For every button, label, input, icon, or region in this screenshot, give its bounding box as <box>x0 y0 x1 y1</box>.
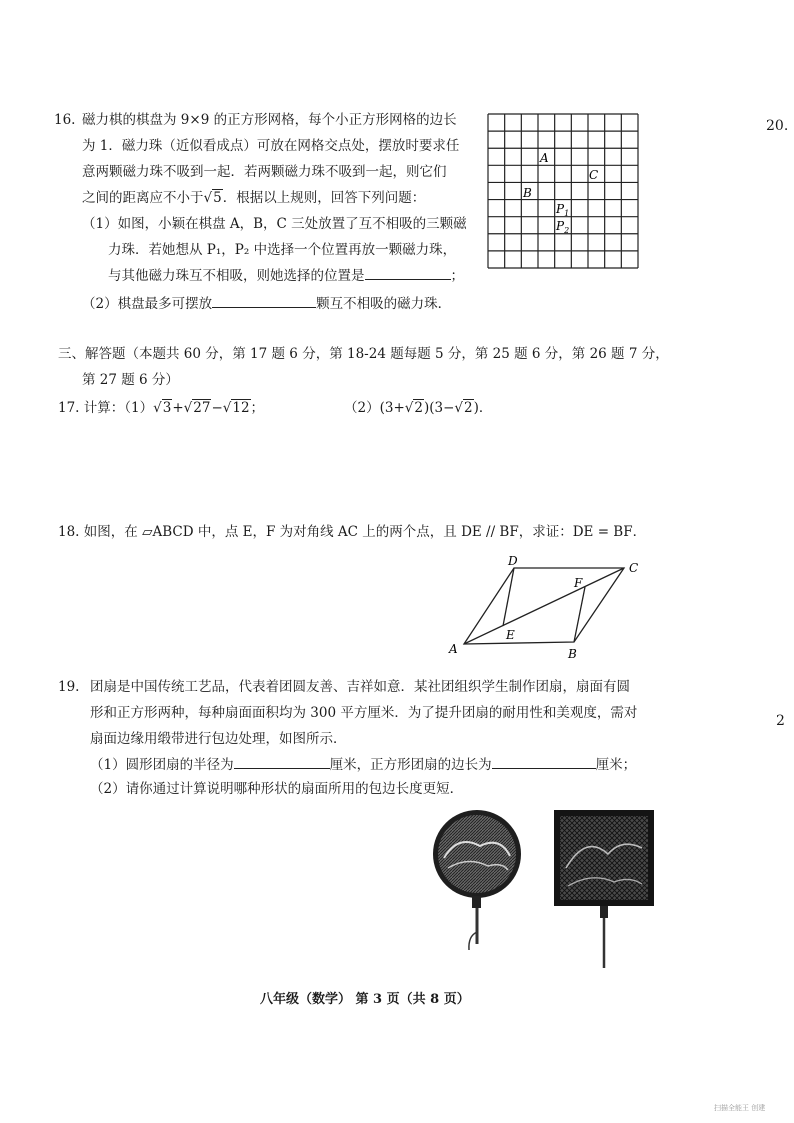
question-text <box>82 186 425 210</box>
text-segment: ．根据以上规则，回答下列问题： <box>222 190 426 206</box>
sqrt-expression: √27 <box>183 400 211 416</box>
point-label-p2 <box>555 219 569 235</box>
sub-question-1: （1）如图，小颖在棋盘 A，B，C 三处放置了互不相吸的三颗磁 <box>82 216 467 232</box>
radicand: 3 <box>162 400 172 416</box>
vertex-label-a: A <box>449 642 458 656</box>
text-segment: 计算：（1） <box>83 400 154 416</box>
diagonal-ac <box>464 568 624 644</box>
text-segment: （2）(3+ <box>344 400 405 416</box>
text-segment: 厘米，正方形团扇的边长为 <box>329 757 492 773</box>
point-label-p1 <box>555 202 569 218</box>
text-segment: 之间的距离应不小于 <box>82 190 204 206</box>
question-text: 扇面边缘用缎带进行包边处理，如图所示． <box>90 731 347 747</box>
radicand: 12 <box>232 400 250 416</box>
vertex-label-d: D <box>508 554 518 568</box>
sub-question-2 <box>82 292 451 316</box>
p1-subscript: 1 <box>564 209 570 218</box>
text-segment: （1）圆形团扇的半径为 <box>90 757 234 773</box>
sqrt-expression: √5 <box>203 190 222 206</box>
question-text: 为 1．磁力珠（近似看成点）可放在网格交点处，摆放时要求任 <box>82 138 460 154</box>
round-fan-image <box>428 806 528 956</box>
operator: − <box>211 400 223 416</box>
page-footer: 八年级（数学） 第 3 页（共 8 页） <box>260 992 470 1007</box>
answer-blank[interactable] <box>365 265 451 280</box>
question-17 <box>58 396 264 420</box>
question-number: 17. <box>58 400 80 416</box>
question-text: 如图，在 ▱ABCD 中，点 E，F 为对角线 AC 上的两个点，且 DE // BF，求证：DE = BF． <box>83 524 647 540</box>
section-heading-line: 三、解答题（本题共 60 分，第 17 题 6 分，第 18-24 题每题 5 分，第 25 题 6 分，第 26 题 7 分， <box>58 346 669 362</box>
p2-subscript: 2 <box>564 226 570 235</box>
point-label-c: C <box>589 168 599 182</box>
question-17-part-2 <box>344 396 492 420</box>
square-fan-image <box>552 808 660 973</box>
sqrt-expression: √2 <box>454 400 473 416</box>
answer-blank[interactable] <box>492 754 596 769</box>
point-label-e: E <box>506 628 515 642</box>
radicand: 27 <box>193 400 211 416</box>
text-segment: 颗互不相吸的磁力珠． <box>316 296 452 312</box>
section-heading-line: 第 27 题 6 分） <box>82 372 179 388</box>
sub-question-1-cont: 力珠．若她想从 P₁，P₂ 中选择一个位置再放一颗磁力珠， <box>108 242 457 258</box>
sub-question-1-cont <box>108 264 464 288</box>
question-number: 16. <box>54 112 76 128</box>
question-text: 意两颗磁力珠不吸到一起．若两颗磁力珠不吸到一起，则它们 <box>82 164 447 180</box>
p2-letter: P <box>556 219 565 233</box>
margin-mark-top: 20. <box>766 118 789 134</box>
sqrt-expression: √2 <box>404 400 423 416</box>
text-segment: )． <box>473 400 493 416</box>
vertex-label-c: C <box>629 561 639 575</box>
sub-question-2: （2）请你通过计算说明哪种形状的扇面所用的包边长度更短． <box>90 781 464 797</box>
point-label-f: F <box>574 576 583 590</box>
scanner-watermark: 扫描全能王 创建 <box>714 1104 766 1112</box>
radicand: 2 <box>464 400 473 416</box>
vertex-label-b: B <box>568 647 577 661</box>
board-grid-figure <box>486 112 640 270</box>
text-segment: 厘米； <box>595 757 637 773</box>
text-segment: ； <box>450 268 464 284</box>
radicand: 2 <box>414 400 423 416</box>
operator: + <box>172 400 184 416</box>
question-number: 18. <box>58 524 80 540</box>
answer-blank[interactable] <box>212 293 316 308</box>
point-label-a: A <box>540 151 549 165</box>
radicand: 5 <box>213 190 222 206</box>
answer-blank[interactable] <box>234 754 330 769</box>
question-text: 团扇是中国传统工艺品，代表着团圆友善、吉祥如意．某社团组织学生制作团扇，扇面有圆 <box>90 679 630 695</box>
sqrt-expression: √12 <box>222 400 250 416</box>
text-segment: 与其他磁力珠互不相吸，则她选择的位置是 <box>108 268 365 284</box>
parallelogram-figure <box>444 552 654 664</box>
question-text: 磁力棋的棋盘为 9×9 的正方形网格，每个小正方形网格的边长 <box>82 112 457 128</box>
margin-mark-mid: 2 <box>776 713 785 729</box>
question-number: 19. <box>58 679 80 695</box>
text-segment: )(3− <box>423 400 455 416</box>
grid-lines <box>488 114 638 268</box>
point-label-b: B <box>523 186 532 200</box>
question-18 <box>58 520 646 544</box>
text-segment: ； <box>250 400 265 416</box>
sqrt-expression: √3 <box>153 400 172 416</box>
text-segment: （2）棋盘最多可摆放 <box>82 296 213 312</box>
question-text: 形和正方形两种，每种扇面面积均为 300 平方厘米．为了提升团扇的耐用性和美观度，需对 <box>90 705 638 721</box>
sub-question-1 <box>90 753 636 777</box>
p1-letter: P <box>556 202 565 216</box>
